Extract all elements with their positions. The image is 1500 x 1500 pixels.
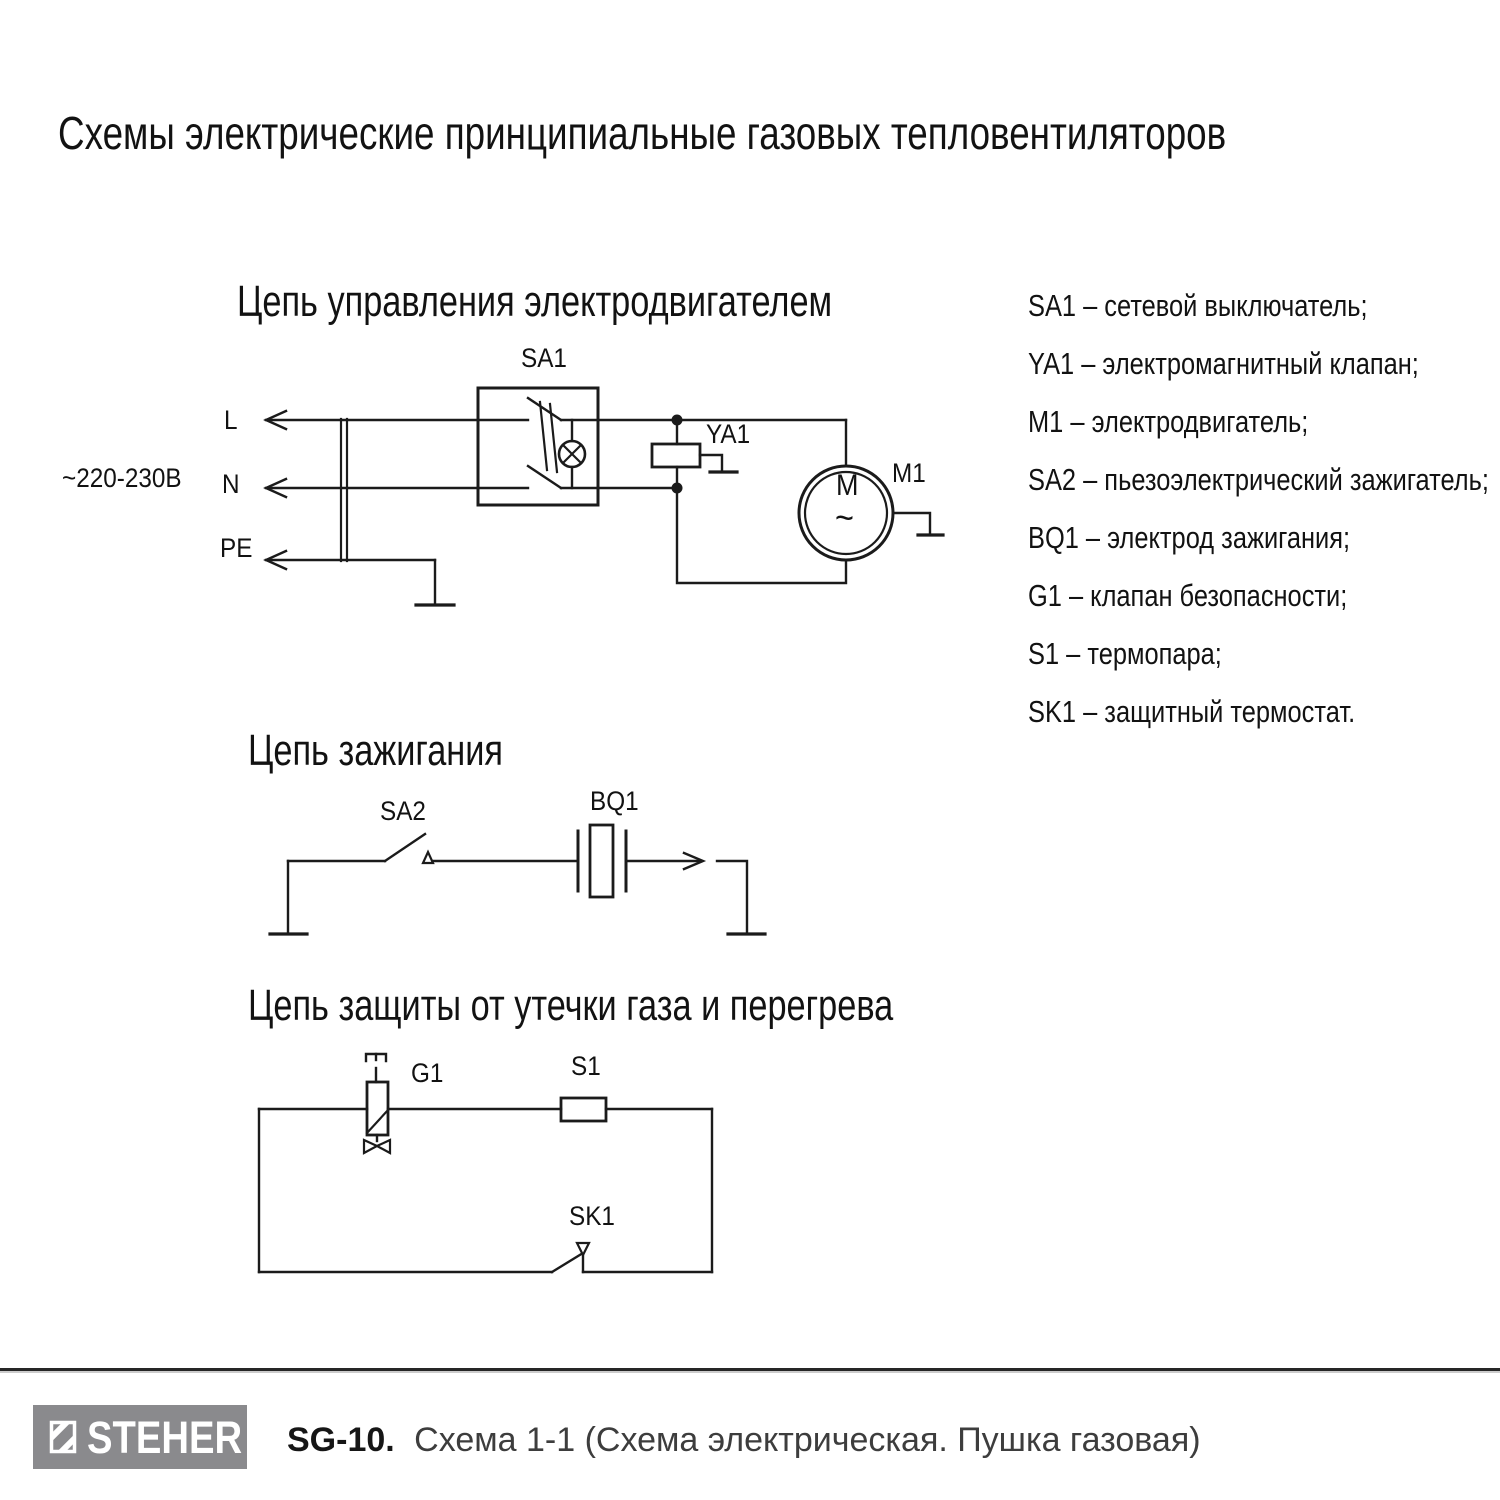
footer-divider-shadow	[0, 1371, 1500, 1373]
s1-label: S1	[571, 1051, 601, 1081]
ground-icon	[416, 560, 454, 605]
bq1-label: BQ1	[590, 786, 639, 816]
s1-thermocouple-symbol	[561, 1098, 606, 1121]
ground-icon	[717, 861, 765, 934]
g1-valve-symbol	[364, 1054, 390, 1153]
m1-label: M1	[892, 458, 926, 488]
terminal-pe-label: PE	[220, 533, 253, 563]
legend-item-m1: M1 – электродвигатель;	[1028, 404, 1309, 439]
section-title-motor-control: Цепь управления электродвигателем	[237, 277, 833, 326]
ya1-label: YA1	[706, 419, 751, 449]
ground-icon	[270, 861, 307, 934]
sa2-label: SA2	[380, 796, 426, 826]
sk1-label: SK1	[569, 1201, 615, 1231]
legend-item-sa2: SA2 – пьезоэлектрический зажигатель;	[1028, 462, 1489, 497]
sa1-label: SA1	[521, 343, 567, 373]
ground-icon	[700, 455, 737, 472]
legend-item-s1: S1 – термопара;	[1028, 636, 1222, 671]
legend-item-sk1: SK1 – защитный термостат.	[1028, 694, 1356, 729]
terminal-n-label: N	[222, 469, 240, 499]
legend-item-g1: G1 – клапан безопасности;	[1028, 578, 1348, 613]
voltage-label: ~220-230В	[62, 463, 182, 493]
legend-item-bq1: BQ1 – электрод зажигания;	[1028, 520, 1351, 555]
protection-circuit-drawing	[259, 1051, 712, 1272]
sk1-thermostat-symbol	[552, 1243, 589, 1272]
section-title-ignition: Цепь зажигания	[248, 726, 503, 775]
steher-logo	[33, 1405, 247, 1469]
sa2-switch-symbol	[385, 834, 433, 863]
motor-ac-symbol: ~	[835, 497, 854, 538]
legend-item-sa1: SA1 – сетевой выключатель;	[1028, 288, 1368, 323]
legend	[1028, 290, 1500, 727]
steher-brand-icon	[47, 1418, 79, 1456]
legend-item-ya1: YA1 – электромагнитный клапан;	[1028, 346, 1419, 381]
lamp-icon	[559, 420, 585, 488]
footer-caption: Схема 1-1 (Схема электрическая. Пушка газовая)	[414, 1421, 1201, 1459]
steher-logo-text: STEHER	[87, 1411, 243, 1463]
motor-m-letter: M	[836, 469, 859, 502]
terminal-arrow-icon	[266, 411, 286, 569]
footer-model-code: SG-10.	[287, 1421, 395, 1459]
g1-label: G1	[411, 1058, 444, 1088]
footer-caption-line	[287, 1423, 1201, 1457]
page-title: Схемы электрические принципиальные газовых тепловентиляторов	[58, 107, 1227, 159]
section-title-protection: Цепь защиты от утечки газа и перегрева	[248, 981, 894, 1030]
cable-double-line	[341, 419, 347, 561]
terminal-l-label: L	[224, 405, 238, 435]
bq1-electrode-symbol	[578, 825, 626, 897]
ignition-circuit-drawing	[270, 825, 765, 934]
ground-icon	[893, 513, 943, 535]
